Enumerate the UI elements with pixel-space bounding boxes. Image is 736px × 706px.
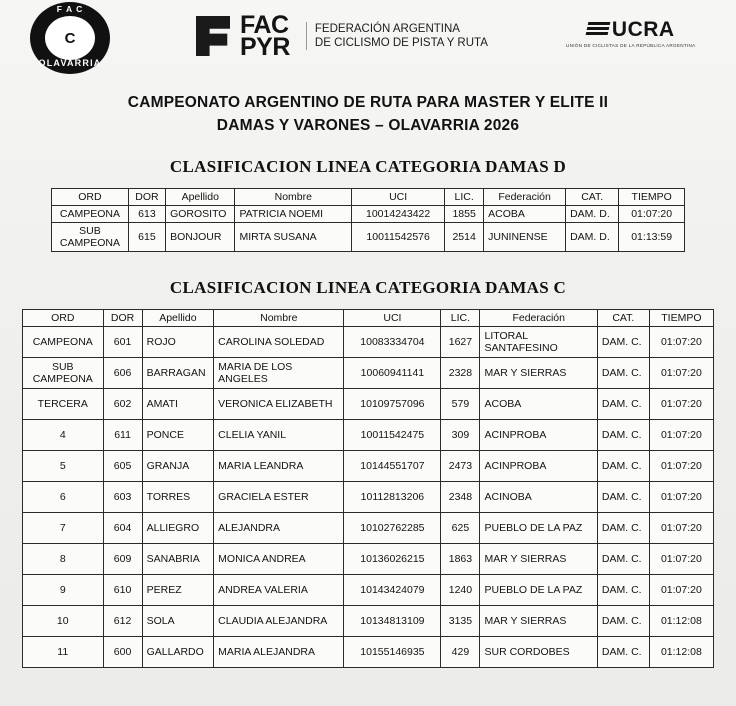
cell-federacion: PUEBLO DE LA PAZ [480,575,597,606]
cell-uci: 10155146935 [344,637,441,668]
cell-federacion: MAR Y SIERRAS [480,358,597,389]
cell-uci: 10136026215 [344,544,441,575]
cell-dor: 612 [103,606,142,637]
cell-lic: 625 [441,513,480,544]
cell-tiempo: 01:07:20 [649,451,713,482]
col-federacion: Federación [480,310,597,327]
table-row [23,358,714,389]
table-row [52,206,685,223]
facpyr-logo [196,11,488,61]
col-apellido: Apellido [142,310,214,327]
ucra-logo [566,18,696,48]
col-cat: CAT. [597,310,649,327]
cell-ord: 5 [23,451,104,482]
facpyr-line2: PYR [240,33,290,61]
cell-tiempo: 01:07:20 [649,420,713,451]
table-row [23,420,714,451]
club-logo-arc-top: F A C [56,4,84,14]
cell-uci: 10134813109 [344,606,441,637]
cell-lic: 2473 [441,451,480,482]
cell-federacion: MAR Y SIERRAS [480,606,597,637]
cell-uci: 10060941141 [344,358,441,389]
cell-cat: DAM. C. [597,544,649,575]
col-federacion: Federación [484,189,566,206]
table-row [23,389,714,420]
col-tiempo: TIEMPO [619,189,685,206]
cell-tiempo: 01:07:20 [649,389,713,420]
cell-federacion: ACINPROBA [480,420,597,451]
cell-lic: 2328 [441,358,480,389]
cell-nombre: MARIA LEANDRA [214,451,344,482]
facpyr-line1: FAC [240,11,289,39]
col-dor: DOR [103,310,142,327]
cell-cat: DAM. C. [597,575,649,606]
cell-apellido: ALLIEGRO [142,513,214,544]
cell-apellido: GALLARDO [142,637,214,668]
cell-nombre: MARIA DE LOS ANGELES [214,358,344,389]
facpyr-federation-line2: DE CICLISMO DE PISTA Y RUTA [314,37,488,49]
cell-dor: 610 [103,575,142,606]
cell-dor: 611 [103,420,142,451]
cell-apellido: GRANJA [142,451,214,482]
cell-dor: 601 [103,327,142,358]
cell-lic: 1855 [445,206,484,223]
cell-apellido: AMATI [142,389,214,420]
col-tiempo: TIEMPO [649,310,713,327]
cell-uci: 10011542475 [344,420,441,451]
col-nombre: Nombre [214,310,344,327]
cell-federacion: LITORAL SANTAFESINO [480,327,597,358]
cell-dor: 606 [103,358,142,389]
cell-federacion: ACOBA [480,389,597,420]
cell-cat: DAM. D. [566,206,619,223]
cell-uci: 10083334704 [344,327,441,358]
facpyr-mark-icon [196,16,230,56]
cell-nombre: ALEJANDRA [214,513,344,544]
club-logo-letter: C [43,14,97,62]
table-row [23,544,714,575]
cell-tiempo: 01:07:20 [649,327,713,358]
cell-federacion: MAR Y SIERRAS [480,544,597,575]
cell-tiempo: 01:07:20 [649,482,713,513]
cell-federacion: SUR CORDOBES [480,637,597,668]
cell-lic: 2514 [445,223,484,252]
table-row [23,327,714,358]
event-title-line2: DAMAS Y VARONES – OLAVARRIA 2026 [216,117,520,134]
cell-nombre: GRACIELA ESTER [214,482,344,513]
cell-dor: 604 [103,513,142,544]
cell-cat: DAM. C. [597,327,649,358]
results-table-damas-c [22,309,714,668]
col-lic: LIC. [441,310,480,327]
cell-tiempo: 01:13:59 [619,223,685,252]
ucra-wordmark [566,18,696,42]
cell-lic: 429 [441,637,480,668]
col-dor: DOR [128,189,165,206]
cell-apellido: ROJO [142,327,214,358]
table-row [23,513,714,544]
cell-apellido: SANABRIA [142,544,214,575]
cell-tiempo: 01:07:20 [649,513,713,544]
cell-nombre: CAROLINA SOLEDAD [214,327,344,358]
cell-uci: 10011542576 [352,223,445,252]
table-row [23,606,714,637]
cell-apellido: SOLA [142,606,214,637]
table-row [52,223,685,252]
cell-uci: 10109757096 [344,389,441,420]
cell-lic: 579 [441,389,480,420]
cell-lic: 2348 [441,482,480,513]
table-row [23,451,714,482]
cell-cat: DAM. C. [597,389,649,420]
col-nombre: Nombre [235,189,352,206]
cell-tiempo: 01:07:20 [649,544,713,575]
document-header [0,0,736,78]
cell-lic: 1627 [441,327,480,358]
cell-apellido: PONCE [142,420,214,451]
cell-cat: DAM. C. [597,358,649,389]
col-cat: CAT. [566,189,619,206]
cell-apellido: TORRES [142,482,214,513]
cell-nombre: MARIA ALEJANDRA [214,637,344,668]
cell-dor: 615 [128,223,165,252]
cell-ord: CAMPEONA [23,327,104,358]
cell-nombre: CLELIA YANIL [214,420,344,451]
cell-uci: 10112813206 [344,482,441,513]
cell-dor: 600 [103,637,142,668]
col-uci: UCI [352,189,445,206]
facpyr-wordmark [240,11,290,61]
table-header-row [23,310,714,327]
cell-nombre: VERONICA ELIZABETH [214,389,344,420]
ucra-name: UCRA [611,18,675,41]
cell-cat: DAM. C. [597,482,649,513]
cell-uci: 10014243422 [352,206,445,223]
cell-ord: SUB CAMPEONA [23,358,104,389]
cell-apellido: PEREZ [142,575,214,606]
club-logo-ring [30,2,110,74]
section-title-damas-c: CLASIFICACION LINEA CATEGORIA DAMAS C [169,278,567,297]
cell-cat: DAM. C. [597,606,649,637]
cell-federacion: ACINOBA [480,482,597,513]
cell-federacion: ACOBA [484,206,566,223]
ucra-bars-icon [586,22,611,35]
col-ord: ORD [52,189,129,206]
cell-nombre: PATRICIA NOEMI [235,206,352,223]
cell-ord: 10 [23,606,104,637]
col-apellido: Apellido [166,189,235,206]
section-title-damas-d: CLASIFICACION LINEA CATEGORIA DAMAS D [169,157,567,176]
cell-nombre: CLAUDIA ALEJANDRA [214,606,344,637]
cell-ord: 11 [23,637,104,668]
cell-lic: 1863 [441,544,480,575]
table-row [23,482,714,513]
cell-ord: CAMPEONA [52,206,129,223]
cell-ord: SUB CAMPEONA [52,223,129,252]
cell-tiempo: 01:12:08 [649,606,713,637]
col-uci: UCI [344,310,441,327]
cell-apellido: BONJOUR [166,223,235,252]
cell-cat: DAM. D. [566,223,619,252]
facpyr-federation-text [306,22,488,50]
cell-ord: 8 [23,544,104,575]
cell-tiempo: 01:07:20 [619,206,685,223]
facpyr-federation-line1: FEDERACIÓN ARGENTINA [314,23,460,35]
cell-dor: 605 [103,451,142,482]
cell-tiempo: 01:07:20 [649,575,713,606]
cell-lic: 309 [441,420,480,451]
cell-tiempo: 01:12:08 [649,637,713,668]
cell-dor: 613 [128,206,165,223]
table-row [23,575,714,606]
cell-apellido: BARRAGAN [142,358,214,389]
cell-ord: 4 [23,420,104,451]
event-title-line1: CAMPEONATO ARGENTINO DE RUTA PARA MASTER Y ELITE II [127,94,609,111]
cell-lic: 3135 [441,606,480,637]
cell-nombre: ANDREA VALERIA [214,575,344,606]
cell-uci: 10102762285 [344,513,441,544]
cell-ord: 7 [23,513,104,544]
cell-dor: 603 [103,482,142,513]
club-olavarria-logo [22,2,118,74]
cell-uci: 10144551707 [344,451,441,482]
cell-nombre: MONICA ANDREA [214,544,344,575]
col-ord: ORD [23,310,104,327]
cell-dor: 609 [103,544,142,575]
table-header-row [52,189,685,206]
cell-nombre: MIRTA SUSANA [235,223,352,252]
cell-cat: DAM. C. [597,451,649,482]
results-table-damas-d [51,188,685,252]
club-logo-arc-bottom: OLAVARRIA [38,58,102,68]
cell-ord: TERCERA [23,389,104,420]
cell-apellido: GOROSITO [166,206,235,223]
cell-tiempo: 01:07:20 [649,358,713,389]
col-lic: LIC. [445,189,484,206]
cell-federacion: ACINPROBA [480,451,597,482]
cell-dor: 602 [103,389,142,420]
cell-federacion: JUNINENSE [484,223,566,252]
cell-cat: DAM. C. [597,513,649,544]
cell-lic: 1240 [441,575,480,606]
ucra-subtitle: UNIÓN DE CICLISTAS DE LA REPÚBLICA ARGENTINA [566,43,696,48]
cell-ord: 6 [23,482,104,513]
cell-federacion: PUEBLO DE LA PAZ [480,513,597,544]
cell-cat: DAM. C. [597,637,649,668]
cell-ord: 9 [23,575,104,606]
table-row [23,637,714,668]
cell-uci: 10143424079 [344,575,441,606]
cell-cat: DAM. C. [597,420,649,451]
